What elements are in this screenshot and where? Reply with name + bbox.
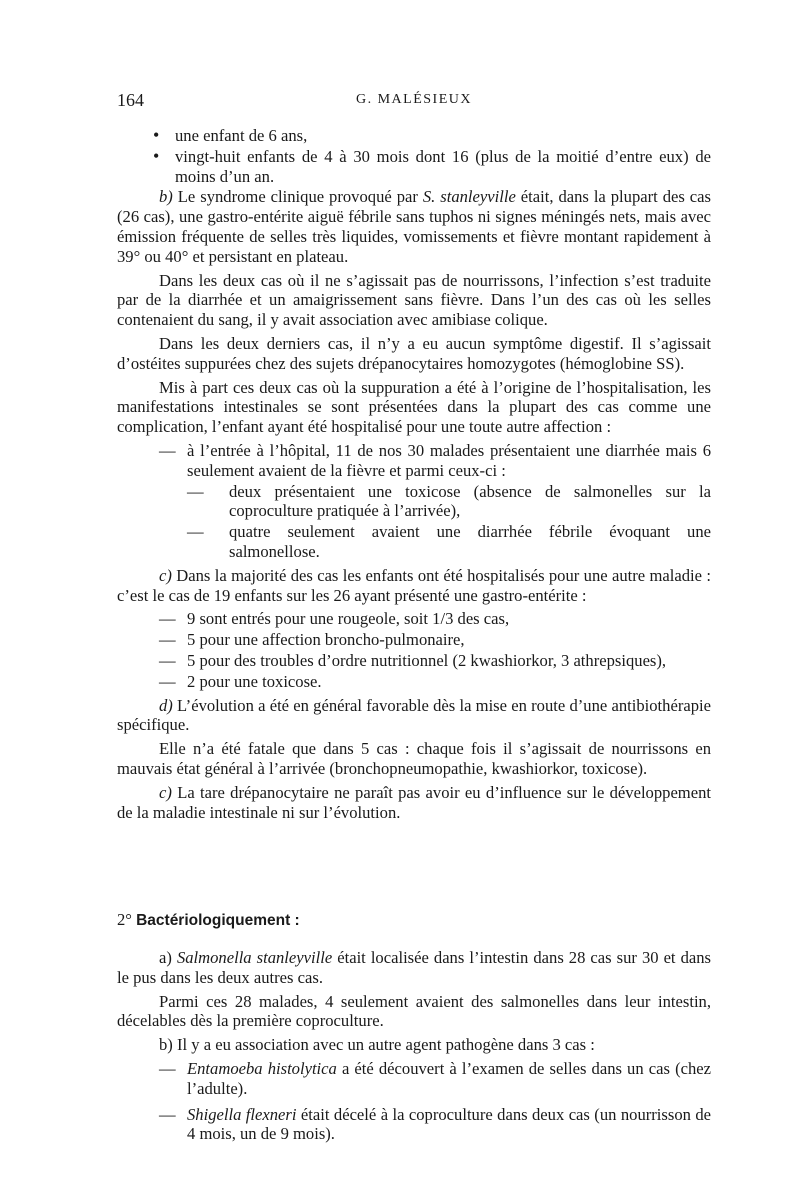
list-item	[117, 482, 711, 522]
list-item	[117, 630, 711, 650]
paragraph-d	[117, 696, 711, 736]
dash-text: 2 pour une toxicose.	[187, 671, 322, 691]
dash-mark: —	[159, 440, 176, 460]
list-item	[117, 672, 711, 692]
list-item	[117, 651, 711, 671]
species-name: Salmonella stanleyville	[176, 948, 333, 967]
paragraph-e	[117, 783, 711, 823]
bullet-icon: •	[153, 125, 160, 145]
dash-text: a été découvert à l’examen de selles dans un cas (chez l’adulte).	[187, 1058, 711, 1098]
paragraph-b2	[117, 1035, 711, 1055]
dash-mark: —	[159, 609, 176, 629]
dash-text: 9 sont entrés pour une rougeole, soit 1/3 des cas,	[187, 609, 510, 629]
paragraph-text: La tare drépanocytaire ne paraît pas avoir eu d’influence sur le développement de la maladie intestinale ni sur l’évolution.	[117, 782, 711, 822]
list-item	[117, 609, 711, 629]
bullet-text: vingt-huit enfants de 4 à 30 mois dont 16 (plus de la moitié d’entre eux) de moins d’un an.	[175, 146, 711, 186]
dash-mark: —	[187, 522, 204, 542]
paragraph-label: a)	[159, 948, 172, 967]
dash-text: 5 pour des troubles d’ordre nutritionnel (2 kwashiorkor, 3 athrepsiques),	[187, 650, 667, 670]
species-name: Entamoeba histolytica	[187, 1058, 337, 1078]
dash-text: à l’entrée à l’hôpital, 11 de nos 30 malades présentaient une diarrhée mais 6 seulement avaient de la fièvre et parmi ceux-ci :	[187, 440, 711, 480]
dash-text: quatre seulement avaient une diarrhée fébrile évoquant une salmonellose.	[229, 522, 711, 561]
section-heading	[117, 910, 711, 930]
list-item	[117, 441, 711, 481]
section-title: Bactériologiquement :	[136, 912, 300, 929]
paragraph-a	[117, 948, 711, 988]
paragraph: Dans les deux derniers cas, il n’y a eu aucun symptôme digestif. Il s’agissait d’ostéites suppurées chez des sujets drépanocytaires homozygotes (hémoglobine SS).	[117, 333, 711, 373]
paragraph-label: c)	[159, 565, 172, 585]
paragraph-label: d)	[159, 695, 173, 715]
dash-mark: —	[159, 630, 176, 650]
page-number: 164	[117, 90, 144, 110]
list-item	[117, 522, 711, 562]
dash-text: était décelé à la coproculture dans deux cas (un nourrisson de 4 mois, un de 9 mois).	[187, 1104, 711, 1144]
paragraph: Parmi ces 28 malades, 4 seulement avaient des salmonelles dans leur intestin, décelables dès la première coproculture.	[117, 991, 711, 1031]
species-name: S. stanleyville	[422, 187, 516, 207]
paragraph-label: b)	[159, 1035, 173, 1055]
page-header	[117, 90, 711, 116]
paragraph-text: était, dans la plupart des cas (26 cas), une gastro-entérite aiguë fébrile sans tuphos ni signes méningés nets, mais avec émission fréquente de selles très liquides, vomissements et fièvre montant rapidement à 39° ou 40° et persistant en plateau.	[117, 187, 711, 266]
dash-mark: —	[159, 671, 176, 691]
paragraph-text: L’évolution a été en général favorable dès la mise en route d’une antibiothérapie spécifique.	[117, 695, 711, 735]
dash-text: deux présentaient une toxicose (absence de salmonelles sur la coproculture pratiquée à l’arrivée),	[229, 481, 711, 521]
paragraph: Dans les deux cas où il ne s’agissait pas de nourrissons, l’infection s’est traduite par de la diarrhée et un amaigrissement sans fièvre. Dans l’un des cas où les selles contenaient du sang, il y avait association avec amibiase colique.	[117, 270, 711, 330]
paragraph-text: Dans la majorité des cas les enfants ont été hospitalisés pour une autre maladie : c’est le cas de 19 enfants sur les 26 ayant présenté une gastro-entérite :	[117, 565, 711, 605]
paragraph-label: c)	[159, 782, 172, 802]
bullet-text: une enfant de 6 ans,	[175, 126, 308, 145]
dash-mark: —	[187, 481, 204, 501]
paragraph-text: Le syndrome clinique provoqué par	[172, 187, 423, 207]
body-text-bacteriology	[117, 948, 711, 1150]
dash-mark: —	[159, 1058, 176, 1078]
bullet-icon: •	[153, 145, 160, 166]
paragraph-label: b)	[159, 187, 173, 207]
list-item	[117, 1105, 711, 1145]
paragraph-text: était localisée dans l’intestin dans 28 cas sur 30 et dans le pus dans les deux autres cas.	[117, 948, 711, 987]
section-number: 2°	[117, 910, 132, 929]
body-text	[117, 126, 711, 826]
paragraph-b	[117, 187, 711, 266]
paragraph: Elle n’a été fatale que dans 5 cas : chaque fois il s’agissait de nourrissons en mauvais état général à l’arrivée (bronchopneumopathie, kwashiorkor, toxicose).	[117, 739, 711, 778]
list-item	[117, 1059, 711, 1099]
dash-text: 5 pour une affection broncho-pulmonaire,	[187, 630, 465, 650]
paragraph-c	[117, 566, 711, 606]
species-name: Shigella flexneri	[187, 1104, 297, 1124]
running-head: G. MALÉSIEUX	[356, 92, 472, 107]
paragraph: Mis à part ces deux cas où la suppuration a été à l’origine de l’hospitalisation, les manifestations intestinales se sont présentées dans la plupart des cas comme une complication, l’enfant ayant été hospitalisé pour une toute autre affection :	[117, 377, 711, 437]
dash-mark: —	[159, 1104, 176, 1124]
paragraph-text: Il y a eu association avec un autre agent pathogène dans 3 cas :	[172, 1035, 595, 1055]
list-item	[117, 147, 711, 187]
dash-mark: —	[159, 650, 176, 670]
list-item	[117, 126, 711, 146]
